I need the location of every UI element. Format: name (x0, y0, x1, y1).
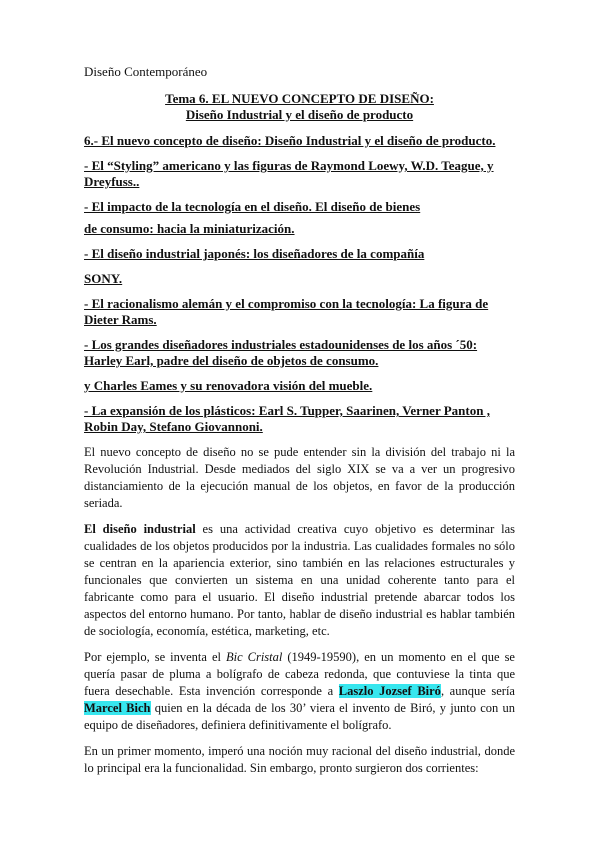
highlighted-name: Laszlo Jozsef Biró (338, 684, 441, 698)
title-line-2: Diseño Industrial y el diseño de producto (185, 107, 414, 122)
paragraph-text: quien en la década de los 30’ viera el invento de Biró, y junto con un equipo de diseñadores, definiera definitivamente el bolígrafo. (84, 701, 515, 732)
document-page (84, 64, 515, 786)
italic-term: Bic Cristal (225, 650, 283, 664)
paragraph-text: Por ejemplo, se inventa el (84, 650, 226, 664)
section-heading: - La expansión de los plásticos: Earl S. Tupper, Saarinen, Verner Panton , Robin Day, Stefano Giovannoni. (84, 403, 490, 434)
section-heading: 6.- El nuevo concepto de diseño: Diseño Industrial y el diseño de producto. (84, 133, 496, 148)
section-heading: - El diseño industrial japonés: los diseñadores de la compañía (84, 246, 425, 261)
paragraph-text: (1949-19590), en un momento en el que se quería pasar de pluma a bolígrafo de cabeza redonda, que contuviese la tinta que fuera desechable. Esta invención corresponde a (84, 650, 515, 698)
section-heading: de consumo: hacia la miniaturización. (84, 221, 295, 236)
body-paragraph (84, 649, 515, 734)
section-heading: - El “Styling” americano y las figuras de Raymond Loewy, W.D. Teague, y Dreyfuss.. (84, 158, 494, 189)
document-title (84, 91, 515, 123)
section-heading: - El racionalismo alemán y el compromiso con la tecnología: La figura de Dieter Rams. (84, 296, 489, 327)
section-heading: y Charles Eames y su renovadora visión del mueble. (84, 378, 373, 393)
paragraph-text: es una actividad creativa cuyo objetivo es determinar las cualidades de los objetos producidos por la industria. Las cualidades formales no sólo se centran en la apariencia exterior, sino también en las relaciones estructurales y funcionales que convierten un sistema en una unidad coherente tanto para el fabricante como para el usuario. El diseño industrial pretende abarcar todos los aspectos del entorno humano. Por tanto, hablar de diseño industrial es hablar también de sociología, economía, estética, marketing, etc. (84, 522, 515, 638)
paragraph-text: , aunque sería (440, 684, 515, 698)
highlighted-name: Marcel Bich (84, 701, 151, 715)
section-heading: - Los grandes diseñadores industriales estadounidenses de los años ´50: Harley Earl, padre del diseño de objetos de consumo. (84, 337, 478, 368)
section-heading: - El impacto de la tecnología en el diseño. El diseño de bienes (84, 199, 421, 214)
bold-term: El diseño industrial (84, 522, 196, 536)
body-paragraph (84, 521, 515, 640)
title-line-1: Tema 6. EL NUEVO CONCEPTO DE DISEÑO: (165, 91, 434, 106)
course-name: Diseño Contemporáneo (84, 64, 208, 79)
section-heading: SONY. (84, 271, 123, 286)
body-paragraph: En un primer momento, imperó una noción muy racional del diseño industrial, donde lo principal era la funcionalidad. Sin embargo, pronto surgieron dos corrientes: (84, 744, 515, 775)
body-paragraph: El nuevo concepto de diseño no se pude entender sin la división del trabajo ni la Revolución Industrial. Desde mediados del siglo XIX se va a ver un progresivo distanciamiento de la ejecución manual de los objetos, en favor de la producción seriada. (84, 445, 515, 510)
